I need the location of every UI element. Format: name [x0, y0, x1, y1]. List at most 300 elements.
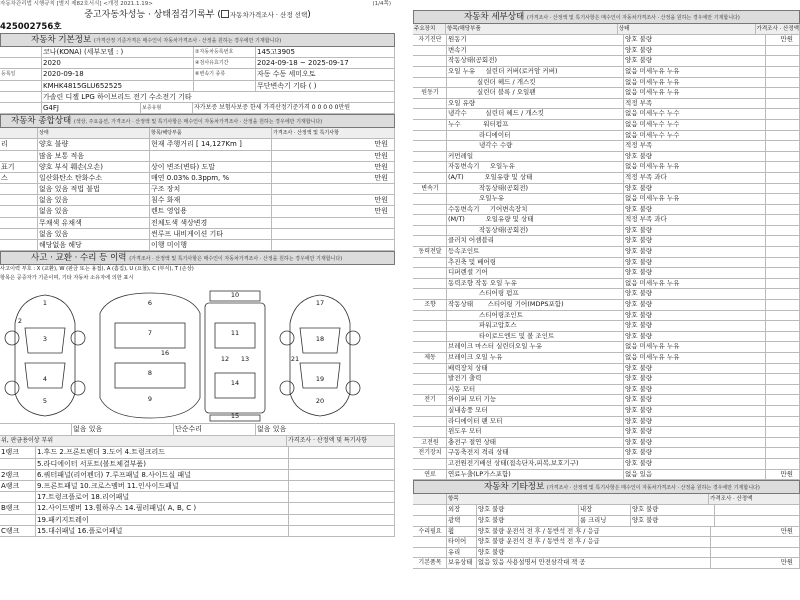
basic-info-row — [0, 92, 395, 103]
detail-row — [413, 459, 800, 470]
rank-row — [0, 459, 395, 470]
detail-row — [413, 141, 800, 152]
diagram-number-21: 21 — [290, 355, 300, 364]
detail-category — [413, 385, 447, 395]
other-column-header: 항목 가격조사 · 산정액 — [413, 494, 800, 505]
summary-price: 만원 — [272, 206, 395, 216]
detail-category: 고전원 — [413, 438, 447, 448]
detail-item: (A/T) 오일유량 및 상태 — [447, 173, 624, 183]
summary-column-header: 상태 항목/해당부품 가격조사 · 산정액 및 특기사항 — [0, 128, 395, 139]
detail-item: 브레이크 마스터 실린더오일 누유 — [447, 342, 624, 352]
detail-row — [413, 364, 800, 375]
diagram-number-16: 16 — [160, 349, 170, 358]
detail-category — [413, 289, 447, 299]
detail-price — [766, 300, 800, 310]
diagram-number-5: 5 — [42, 397, 48, 406]
summary-price: 만원 — [272, 173, 395, 183]
detail-price — [766, 109, 800, 119]
rank-label — [0, 515, 36, 525]
detail-price — [766, 311, 800, 321]
basic-info-value: 2020-09-18 — [42, 69, 194, 79]
detail-status: 양호 불량 — [624, 406, 766, 416]
detail-price — [766, 364, 800, 374]
detail-category: 원동기 — [413, 88, 447, 98]
summary-row — [0, 229, 395, 240]
rank-items: 17.트렁크플로어 18.리어패널 — [36, 492, 289, 502]
detail-status: 없음 미세누유 누유 — [624, 88, 766, 98]
detail-price: 만원 — [766, 35, 800, 45]
detail-category — [413, 141, 447, 151]
detail-status: 양호 불량 — [624, 205, 766, 215]
accident-status-row: 없음 있음 단순수리 없음 있음 — [0, 424, 395, 436]
summary-row — [0, 240, 395, 251]
detail-price — [766, 427, 800, 437]
detail-item: 수동변속기 기어변속장치 — [447, 205, 624, 215]
detail-row — [413, 438, 800, 449]
diagram-number-10: 10 — [230, 291, 240, 300]
summary-item — [150, 151, 272, 161]
detail-item: 실린더 블록 / 오일팬 — [447, 88, 624, 98]
detail-category — [413, 258, 447, 268]
detail-status: 양호 불량 — [624, 152, 766, 162]
detail-item: 실린더 헤드 / 개스킷 — [447, 78, 624, 88]
detail-price — [766, 459, 800, 469]
basic-info-value: 145고3905 — [256, 47, 395, 57]
detail-row — [413, 311, 800, 322]
rank-label: C랭크 — [0, 526, 36, 536]
detail-status: 없음 미세누유 누유 — [624, 194, 766, 204]
other-item: 보유상태 — [447, 558, 477, 568]
basic-info-row — [0, 81, 395, 92]
other-item: 유리 — [447, 548, 477, 558]
detail-category — [413, 374, 447, 384]
detail-category: 제동 — [413, 353, 447, 363]
page-number: (1/4쪽) — [372, 1, 391, 7]
detail-item: 타이로드엔드 및 볼 조인트 — [447, 332, 624, 342]
detail-row — [413, 56, 800, 67]
summary-row — [0, 184, 395, 195]
rank-items: 19.패키지트레이 — [36, 515, 289, 525]
other-status: 양호 불량 — [477, 505, 579, 515]
car-diagram-svg — [0, 283, 395, 423]
detail-category — [413, 332, 447, 342]
detail-price — [766, 236, 800, 246]
detail-price — [766, 120, 800, 130]
summary-header: 자동차 종합상태 (색상, 주요옵션, 가격조사 · 산정액 및 특기사항은 매수인이 자동차가격조사 · 산정을 원하는 경우에만 기재합니다) — [0, 114, 395, 128]
detail-status: 양호 불량 — [624, 417, 766, 427]
detail-price — [766, 56, 800, 66]
detail-status: 양호 불량 — [624, 321, 766, 331]
detail-status: 양호 불량 — [624, 247, 766, 257]
detail-category: 전기 — [413, 395, 447, 405]
detail-status: 양호 불량 — [624, 46, 766, 56]
diagram-number-19: 19 — [315, 375, 325, 384]
form-reference: 자동차관리법 시행규칙 [별지 제82호서식] <개정 2021.1.19> (1/4쪽) — [0, 1, 391, 7]
detail-status: 없음 미세누수 누수 — [624, 109, 766, 119]
detail-price — [766, 205, 800, 215]
detail-category — [413, 279, 447, 289]
summary-row — [0, 195, 395, 206]
detail-category — [413, 162, 447, 172]
detail-status: 없음 미세누유 누유 — [624, 67, 766, 77]
detail-status: 양호 불량 — [624, 459, 766, 469]
detail-price — [766, 173, 800, 183]
summary-price — [272, 240, 395, 250]
detail-price — [766, 289, 800, 299]
detail-row — [413, 194, 800, 205]
detail-item: 윈도우 모터 — [447, 427, 624, 437]
detail-item: 배력장치 상태 — [447, 364, 624, 374]
other-status: 양호 불량 — [477, 516, 579, 526]
summary-item: 구조 장치 — [150, 184, 272, 194]
detail-category — [413, 364, 447, 374]
detail-item: 오일누유 — [447, 194, 624, 204]
detail-item: 작동상태(공회전) — [447, 56, 624, 66]
rank-label: 2랭크 — [0, 470, 36, 480]
detail-row — [413, 131, 800, 142]
other-item: 광택 — [447, 516, 477, 526]
other-status: 양호 불량 운전석 전 후 / 동반석 전 후 / 응급 — [477, 537, 711, 547]
detail-status: 양호 불량 — [624, 236, 766, 246]
document-title: 중고자동차성능 · 상태점검기록부 ( 자동차가격조사 · 산정 선택) — [84, 10, 311, 20]
rank-items: 5.라디에이터 서포트(볼트체결부품) — [36, 459, 289, 469]
detail-table — [413, 35, 800, 480]
detail-item: 스티어링조인트 — [447, 311, 624, 321]
detail-price — [766, 342, 800, 352]
other-row: 외장 양호 불량 내장 양호 불량 — [413, 505, 800, 516]
detail-row — [413, 35, 800, 46]
detail-row — [413, 353, 800, 364]
detail-item: 발전기 출력 — [447, 374, 624, 384]
detail-item: 구동축전지 격리 상태 — [447, 448, 624, 458]
detail-price — [766, 215, 800, 225]
detail-category — [413, 427, 447, 437]
detail-price — [766, 88, 800, 98]
rank-row — [0, 481, 395, 492]
detail-item: 연료누출(LP가스포함) — [447, 470, 624, 480]
detail-row — [413, 236, 800, 247]
detail-row — [413, 173, 800, 184]
detail-row — [413, 152, 800, 163]
detail-row — [413, 470, 800, 481]
detail-row — [413, 247, 800, 258]
detail-status: 양호 불량 — [624, 300, 766, 310]
summary-row: 스 일산화탄소 탄화수소 매연 0.03% 0.3ppm, % 만원 — [0, 173, 395, 184]
rank-label: A랭크 — [0, 481, 36, 491]
summary-price: 만원 — [272, 162, 395, 172]
other-status: 양호 불량 운전석 전 후 / 동반석 전 후 / 응급 — [477, 527, 711, 537]
detail-status: 양호 불량 — [624, 385, 766, 395]
detail-status: 양호 불량 — [624, 364, 766, 374]
detail-price — [766, 226, 800, 236]
summary-status: 없음 있음 — [38, 229, 150, 239]
detail-item: 오일 누유 실린더 커버(로커암 커버) — [447, 67, 624, 77]
detail-category: 변속기 — [413, 184, 447, 194]
other-status: 없음 있음 사용설명서 안전삼각대 잭 공 — [477, 558, 711, 568]
detail-row — [413, 289, 800, 300]
basic-info-value: 가솔린 디젤 LPG 하이브리드 전기 수소전기 기타 — [42, 92, 395, 102]
detail-category — [413, 120, 447, 130]
detail-item: 실내송풍 모터 — [447, 406, 624, 416]
detail-row — [413, 300, 800, 311]
detail-row — [413, 46, 800, 57]
rank-label — [0, 492, 36, 502]
other-header: 자동차 기타정보 (가격조사 · 산정액 및 특기사항은 매수인이 자동차가격조사 · 산정을 원하는 경우에만 기재합니다) — [413, 480, 800, 494]
rank-column-header: 위, 판금용이상 부위 가격조사 · 산정액 및 특기사항 — [0, 436, 395, 447]
summary-price: 만원 — [272, 151, 395, 161]
detail-item: 충전구 절연 상태 — [447, 438, 624, 448]
basic-info-label: ⑥변속기 종류 — [194, 69, 256, 79]
diagram-number-12: 12 — [220, 355, 230, 364]
diagram-number-8: 8 — [147, 369, 153, 378]
other-table — [413, 505, 800, 569]
document-number: 425002756호 — [0, 22, 62, 32]
basic-info-label — [194, 81, 256, 91]
summary-status: 없음 있음 — [38, 206, 150, 216]
rank-items: 12.사이드멤버 13.휠하우스 14.필러패널( A, B, C ) — [36, 503, 289, 513]
summary-table — [0, 139, 395, 251]
rank-row — [0, 492, 395, 503]
detail-row — [413, 88, 800, 99]
detail-header: 자동차 세부상태 (가격조사 · 산정액 및 특기사항은 매수인이 자동차가격조사 · 산정을 원하는 경우에만 기재합니다) — [413, 10, 800, 24]
summary-status: 해당없음 해당 — [38, 240, 150, 250]
left-page — [0, 0, 395, 600]
car-structure-view — [205, 291, 265, 421]
rank-items: 1.후드 2.프론트펜더 3.도어 4.트렁크리드 — [36, 447, 289, 457]
basic-info-value: G4FJ — [42, 103, 141, 113]
detail-price: 만원 — [766, 470, 800, 480]
detail-item: 오일 유량 — [447, 99, 624, 109]
detail-price — [766, 417, 800, 427]
detail-status: 없음 미세누유 누유 — [624, 353, 766, 363]
summary-row — [0, 206, 395, 217]
summary-status: 없음 있음 적법 불법 — [38, 184, 150, 194]
rank-items: 9.프론트패널 10.크로스멤버 11.인사이드패널 — [36, 481, 289, 491]
detail-price — [766, 438, 800, 448]
detail-row — [413, 215, 800, 226]
detail-price — [766, 141, 800, 151]
detail-row — [413, 427, 800, 438]
detail-category: 전기장치 — [413, 448, 447, 458]
detail-item: 고전원전기배선 상태(접속단자,피복,보호기구) — [447, 459, 624, 469]
detail-item: 파워고압호스 — [447, 321, 624, 331]
detail-column-header: 주요장치 항목/해당부품 상태 가격조사 · 산정액 — [413, 24, 800, 35]
accident-legend: 사고이력 부호 : X (교환), W (판금 또는 용접), A (흠집), U (요철), C (부식), T (손상) — [0, 266, 194, 273]
detail-item: 라디에이터 — [447, 131, 624, 141]
basic-info-row: 등록일 2020-09-18 ⑥변속기 종류 자동 수동 세미오토 — [0, 69, 395, 80]
detail-category — [413, 311, 447, 321]
detail-category — [413, 56, 447, 66]
detail-price — [766, 448, 800, 458]
detail-status: 없음 미세누유 누유 — [624, 342, 766, 352]
detail-row — [413, 385, 800, 396]
detail-category — [413, 268, 447, 278]
detail-row — [413, 321, 800, 332]
detail-item: 냉각수 실린더 헤드 / 개스킷 — [447, 109, 624, 119]
detail-item: 클러치 어셈블리 — [447, 236, 624, 246]
detail-category — [413, 67, 447, 77]
other-item: 외장 — [447, 505, 477, 515]
detail-price — [766, 268, 800, 278]
detail-item: 작동상태 스티어링 기어(MDPS포함) — [447, 300, 624, 310]
basic-info-value: 2020 — [42, 58, 194, 68]
vehicle-diagram — [0, 283, 395, 424]
summary-item: 썬루프 내비게이션 기타 — [150, 229, 272, 239]
detail-status: 양호 불량 — [624, 258, 766, 268]
detail-item: 등속조인트 — [447, 247, 624, 257]
detail-status: 없음 미세누유 누유 — [624, 279, 766, 289]
detail-category — [413, 417, 447, 427]
summary-item: 상이 변조(변타) 도말 — [150, 162, 272, 172]
detail-status: 양호 불량 — [624, 427, 766, 437]
diagram-number-13: 13 — [240, 355, 250, 364]
detail-category — [413, 78, 447, 88]
detail-status: 적정 부족 — [624, 141, 766, 151]
detail-price — [766, 78, 800, 88]
detail-item: 자동변속기 오일누유 — [447, 162, 624, 172]
detail-price — [766, 258, 800, 268]
summary-status: 양호 불량 — [38, 139, 150, 149]
detail-price — [766, 184, 800, 194]
diagram-number-17: 17 — [315, 299, 325, 308]
diagram-number-15: 15 — [230, 412, 240, 421]
diagram-number-11: 11 — [230, 329, 240, 338]
detail-row — [413, 184, 800, 195]
rank-row — [0, 526, 395, 537]
summary-price — [272, 229, 395, 239]
detail-item: 누수 워터펌프 — [447, 120, 624, 130]
summary-item: 현재 주행거리 [ 14,127Km ] — [150, 139, 272, 149]
detail-category: 동력전달 — [413, 247, 447, 257]
summary-price — [272, 184, 395, 194]
detail-price — [766, 152, 800, 162]
other-item: 휠 — [447, 527, 477, 537]
detail-category — [413, 226, 447, 236]
summary-item: 렌트 영업용 — [150, 206, 272, 216]
detail-category: 연료 — [413, 470, 447, 480]
rank-label — [0, 459, 36, 469]
diagram-number-20: 20 — [315, 397, 325, 406]
diagram-number-6: 6 — [147, 299, 153, 308]
diagram-number-9: 9 — [147, 395, 153, 404]
diagram-part-numbers — [18, 291, 324, 420]
rank-table — [0, 447, 395, 537]
detail-row — [413, 332, 800, 343]
detail-row — [413, 279, 800, 290]
basic-info-value: KMHK4815GLU652525 — [42, 81, 194, 91]
summary-row: 표기 양호 부식 훼손(오손) 상이 변조(변타) 도말 만원 — [0, 162, 395, 173]
diagram-number-18: 18 — [315, 335, 325, 344]
detail-item: 스티어링 펌프 — [447, 289, 624, 299]
detail-price — [766, 332, 800, 342]
detail-item: 동력조향 작동 오일 누유 — [447, 279, 624, 289]
basic-info-header: 자동차 기본정보 (가격산정 기준가격은 매수인이 자동차가격조사 · 산정을 원하는 경우에만 기재합니다) — [0, 33, 395, 47]
detail-price — [766, 162, 800, 172]
rank-label: B랭크 — [0, 503, 36, 513]
summary-item: 매연 0.03% 0.3ppm, % — [150, 173, 272, 183]
diagram-number-1: 1 — [42, 299, 48, 308]
detail-row — [413, 395, 800, 406]
summary-item: 침수 화재 — [150, 195, 272, 205]
detail-status: 양호 불량 — [624, 332, 766, 342]
summary-status: 양호 부식 훼손(오손) — [38, 162, 150, 172]
detail-row — [413, 374, 800, 385]
summary-status: 없음 있음 — [38, 195, 150, 205]
detail-category — [413, 215, 447, 225]
detail-status: 적정 부족 — [624, 99, 766, 109]
detail-status: 없음 미세누수 누수 — [624, 131, 766, 141]
detail-status: 적정 부족 과다 — [624, 215, 766, 225]
detail-price — [766, 67, 800, 77]
detail-category — [413, 152, 447, 162]
detail-status: 적정 부족 과다 — [624, 173, 766, 183]
detail-category — [413, 99, 447, 109]
detail-price — [766, 131, 800, 141]
detail-category — [413, 194, 447, 204]
basic-info-value: 코나(KONA) (세부모델 : ) — [42, 47, 194, 57]
detail-category — [413, 321, 447, 331]
summary-price — [272, 218, 395, 228]
detail-row — [413, 109, 800, 120]
detail-price — [766, 395, 800, 405]
basic-info-label: ②자동차등록번호 — [194, 47, 256, 57]
basic-info-row — [0, 47, 395, 58]
detail-row — [413, 448, 800, 459]
detail-category — [413, 406, 447, 416]
basic-info-row: G4FJ 보증유형 자가보증 보험사보증 한세 가격산정기준가격 0 0 0 0 0만원 — [0, 103, 395, 114]
detail-row — [413, 162, 800, 173]
rank-items: 15.대쉬패널 16.플로어패널 — [36, 526, 289, 536]
detail-status: 양호 불량 — [624, 289, 766, 299]
detail-status: 양호 불량 — [624, 35, 766, 45]
other-row — [413, 537, 800, 548]
detail-row — [413, 120, 800, 131]
diagram-number-3: 3 — [42, 335, 48, 344]
rank-label: 1랭크 — [0, 447, 36, 457]
detail-item: 와이퍼 모터 기능 — [447, 395, 624, 405]
basic-info-value: 자동 수동 세미오토 — [256, 69, 395, 79]
detail-price — [766, 99, 800, 109]
detail-status: 양호 불량 — [624, 311, 766, 321]
detail-status: 양호 불량 — [624, 448, 766, 458]
detail-status: 양호 불량 — [624, 268, 766, 278]
detail-status: 양호 불량 — [624, 56, 766, 66]
detail-row — [413, 226, 800, 237]
detail-row — [413, 258, 800, 269]
checkbox[interactable] — [221, 10, 229, 18]
detail-item: 작동상태(공회전) — [447, 184, 624, 194]
detail-row — [413, 205, 800, 216]
detail-item: 작동상태(공회전) — [447, 226, 624, 236]
detail-status: 없음 있음 — [624, 470, 766, 480]
detail-row — [413, 99, 800, 110]
summary-price: 만원 — [272, 139, 395, 149]
detail-item: 원동기 — [447, 35, 624, 45]
detail-status: 양호 불량 — [624, 438, 766, 448]
diagram-number-7: 7 — [147, 329, 153, 338]
accident-legend-note: 항목은 공증자가 기준이며, 기타 자동차 소유자에 의한 표시 — [0, 275, 134, 282]
other-row: 기본품목 보유상태 없음 있음 사용설명서 안전삼각대 잭 공 만원 — [413, 558, 800, 569]
summary-status: 일산화탄소 탄화수소 — [38, 173, 150, 183]
detail-category — [413, 459, 447, 469]
detail-price — [766, 353, 800, 363]
rank-row — [0, 470, 395, 481]
detail-item: 라디에이터 팬 모터 — [447, 417, 624, 427]
detail-item: 추진축 및 베어링 — [447, 258, 624, 268]
diagram-number-4: 4 — [42, 375, 48, 384]
other-price: 만원 — [711, 527, 800, 537]
detail-row — [413, 268, 800, 279]
